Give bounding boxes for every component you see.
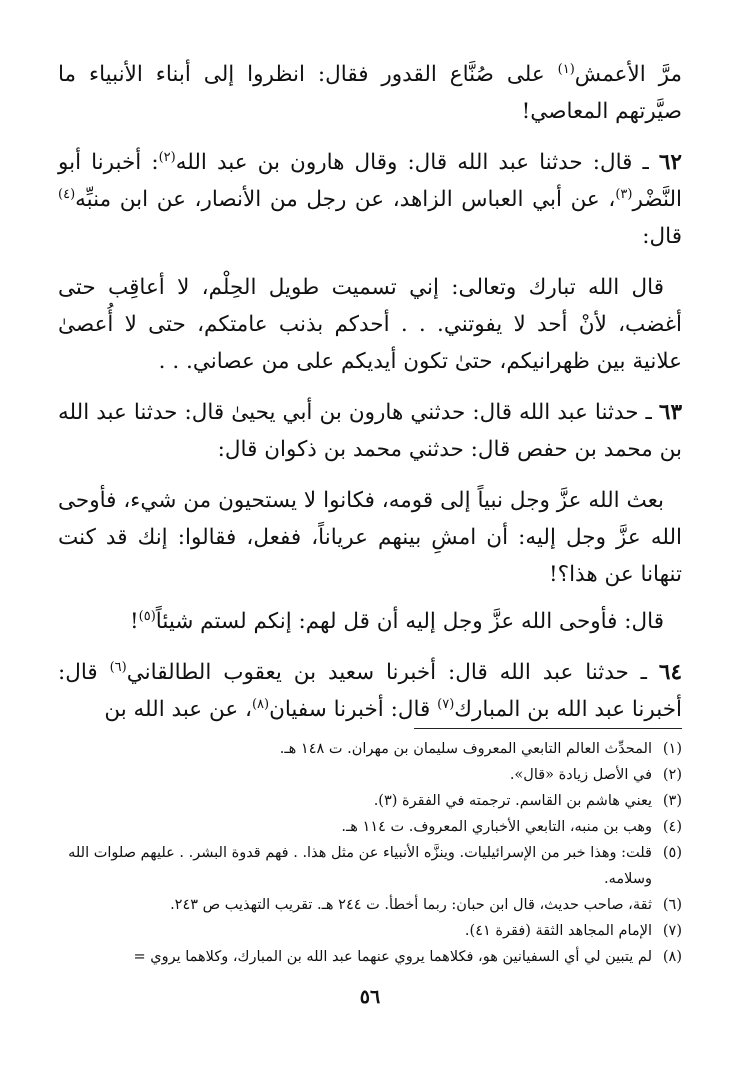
paragraph-quote-1 (58, 269, 682, 380)
footnote-number: (٣) (662, 793, 682, 809)
page-number: ٥٦ (359, 986, 381, 1008)
paragraph-text: مرَّ الأعمش (574, 62, 682, 87)
footnote-number: (٤) (662, 819, 682, 835)
footnote-number: (١) (662, 741, 682, 757)
footnote-text: لم يتبين لي أي السفيانين هو، فكلاهما يروي عنهما عبد الله بن المبارك، وكلاهما يروي = (133, 949, 652, 965)
footnote-number: (٧) (662, 923, 682, 939)
paragraph-text: ـ قال: حدثنا عبد الله قال: وقال هارون بن عبد الله (175, 150, 659, 175)
footnote-text: قلت: وهذا خبر من الإسرائيليات. وينزَّه الأنبياء عن مثل هذا. . فهم قدوة البشر. . عليهم صلوات الله وسلامه. (68, 845, 652, 887)
hadith-number: ٦٢ (658, 150, 682, 175)
footnote-item (58, 762, 682, 788)
paragraph-text: ـ حدثنا عبد الله قال: حدثني هارون بن أبي يحيىٰ قال: حدثنا عبد الله بن محمد بن حفص قال: حدثني محمد بن ذكوان قال: (58, 400, 682, 462)
footnote-ref-2[interactable]: (٢) (158, 149, 176, 165)
footnote-ref-4[interactable]: (٤) (58, 186, 76, 202)
footnote-item (58, 814, 682, 840)
paragraph-text: قال: أخبرنا سفيان (269, 697, 438, 722)
paragraph-text: قال: فأوحى الله عزَّ وجل إليه أن قل لهم: إنكم لستم شيئاً (155, 609, 664, 634)
footnote-number: (٥) (662, 845, 682, 861)
paragraph-1 (58, 56, 682, 130)
footnote-item (58, 736, 682, 762)
paragraph-text: : أخبرنا أبو النَّضْر (58, 150, 682, 212)
footnote-ref-5[interactable]: (٥) (138, 608, 156, 624)
footnote-number: (٨) (662, 949, 682, 965)
footnote-item (58, 944, 682, 970)
footnote-item (58, 788, 682, 814)
footnote-item (58, 892, 682, 918)
paragraph-63 (58, 394, 682, 468)
footnote-number: (٢) (662, 767, 682, 783)
footnote-ref-8[interactable]: (٨) (251, 696, 270, 712)
paragraph-text: ! (130, 609, 139, 634)
footnote-ref-1[interactable]: (١) (557, 61, 575, 77)
paragraph-text: قال: (642, 224, 682, 249)
hadith-number: ٦٤ (658, 660, 682, 685)
paragraph-64 (58, 654, 682, 728)
footnotes (58, 736, 682, 970)
footnote-text: الإمام المجاهد الثقة (فقرة ٤١). (464, 923, 652, 939)
main-text (58, 56, 682, 728)
paragraph-62 (58, 144, 682, 255)
hadith-number: ٦٣ (658, 400, 682, 425)
paragraph-text: قال: أخبرنا عبد الله بن المبارك (58, 660, 682, 722)
paragraph-text: بعث الله عزَّ وجل نبياً إلى قومه، فكانوا لا يستحيون من شيء، فأوحى الله عزَّ وجل إليه: أن امشِ بينهم عرياناً، ففعل، فقالوا: إنك قد كنت تنهانا عن هذا؟! (58, 488, 682, 587)
footnote-divider (414, 728, 682, 729)
paragraph-text: على صُنَّاع القدور فقال: انظروا إلى أبناء الأنبياء ما صيَّرتهم المعاصي! (58, 62, 682, 124)
footnote-number: (٦) (662, 897, 682, 913)
footnote-ref-6[interactable]: (٦) (109, 659, 127, 675)
paragraph-text: ـ حدثنا عبد الله قال: أخبرنا سعيد بن يعقوب الطالقاني (126, 660, 659, 685)
paragraph-quote-2 (58, 482, 682, 593)
book-page (58, 56, 682, 1046)
footnote-text: المحدِّث العالم التابعي المعروف سليمان بن مهران. ت ١٤٨ هـ. (279, 741, 652, 757)
footnote-text: يعني هاشم بن القاسم. ترجمته في الفقرة (٣). (373, 793, 652, 809)
footnote-item (58, 918, 682, 944)
paragraph-text: ، عن عبد الله بن (104, 697, 252, 722)
footnote-text: في الأصل زيادة «قال». (509, 767, 652, 783)
paragraph-text: قال الله تبارك وتعالى: إني تسميت طويل الحِلْم، لا أعاقِب حتى أغضب، لأنْ أحد لا يفوتني. . . أحدكم بذنب عامتكم، حتى لا أُعصىٰ علانية بين ظهرانيكم، حتىٰ تكون أيديكم على من عصاني. . . (58, 275, 682, 374)
footnote-ref-3[interactable]: (٣) (615, 186, 633, 202)
footnote-item (58, 840, 682, 892)
footnote-ref-7[interactable]: (٧) (437, 696, 455, 712)
paragraph-quote-3 (58, 603, 682, 640)
footnote-text: ثقة، صاحب حديث، قال ابن حبان: ربما أخطأ. ت ٢٤٤ هـ. تقريب التهذيب ص ٢٤٣. (170, 897, 652, 913)
paragraph-text: ، عن أبي العباس الزاهد، عن رجل من الأنصار، عن ابن منبِّه (75, 187, 616, 212)
footnote-text: وهب بن منبه، التابعي الأخباري المعروف. ت ١١٤ هـ. (341, 819, 652, 835)
